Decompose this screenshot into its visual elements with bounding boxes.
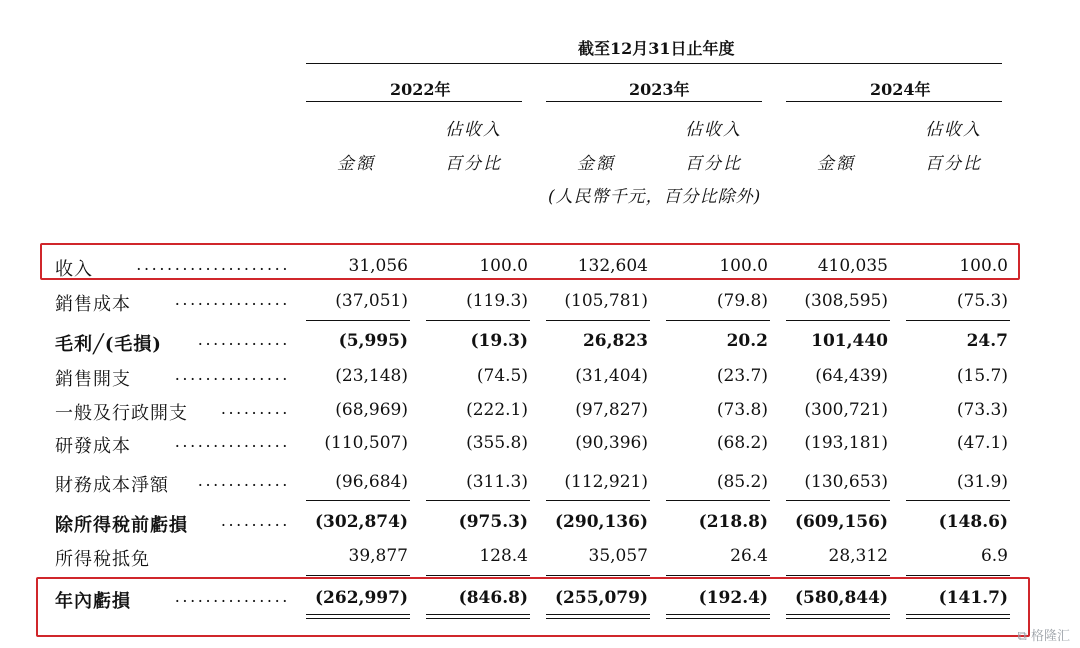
row-label: 毛利╱(毛損) <box>55 334 162 355</box>
row-cell: (112,921) <box>564 472 648 492</box>
row-cell: (110,507) <box>324 433 408 453</box>
row-cell: (37,051) <box>335 291 408 311</box>
row-cell: (74.5) <box>476 366 528 386</box>
row-cell: 20.2 <box>726 331 768 351</box>
year-rule-2022 <box>306 101 522 102</box>
year-2023: 2023年 <box>629 80 690 99</box>
row-cell: (290,136) <box>555 512 648 532</box>
row-cell: (31,404) <box>575 366 648 386</box>
row-cell: (975.3) <box>458 512 528 532</box>
row-leader-dots: ............... <box>174 290 290 309</box>
row-cell: (130,653) <box>804 472 888 492</box>
row-cell: (311.3) <box>466 472 528 492</box>
row-leader-dots: ............ <box>197 330 290 349</box>
highlight-revenue-row <box>40 243 1020 280</box>
row-cell: (192.4) <box>698 588 768 608</box>
row-cell: (64,439) <box>815 366 888 386</box>
row-cell: (5,995) <box>338 331 408 351</box>
row-leader-dots: ............... <box>174 365 290 384</box>
row-cell: (96,684) <box>335 472 408 492</box>
row-cell: (302,874) <box>315 512 408 532</box>
row-leader-dots: ............ <box>197 471 290 490</box>
subtotal-rule-c4 <box>666 320 770 321</box>
row-cell: 101,440 <box>811 331 888 351</box>
watermark-logo-icon: ⧉ <box>1017 629 1027 644</box>
total-top-rule-c3 <box>546 575 650 576</box>
subtotal-rule-c6 <box>906 320 1010 321</box>
col-pct-line2-2023: 百分比 <box>685 154 742 174</box>
row-cell: (90,396) <box>575 433 648 453</box>
subtotal-rule-c2 <box>426 320 530 321</box>
col-amount-2023: 金額 <box>577 154 615 174</box>
row-cell: (308,595) <box>804 291 888 311</box>
col-amount-2024: 金額 <box>817 154 855 174</box>
subtotal2-rule-c6 <box>906 500 1010 501</box>
row-cell: (255,079) <box>555 588 648 608</box>
row-cell: 28,312 <box>828 546 888 566</box>
row-cell: (68.2) <box>716 433 768 453</box>
row-cell: 132,604 <box>577 256 648 276</box>
col-pct-line2-2022: 百分比 <box>445 154 502 174</box>
header-rule-top <box>306 63 1002 64</box>
row-cell: 410,035 <box>817 256 888 276</box>
year-rule-2023 <box>546 101 762 102</box>
row-cell: (19.3) <box>470 331 528 351</box>
subtotal2-rule-c5 <box>786 500 890 501</box>
row-label: 收入 <box>55 259 93 280</box>
row-cell: 128.4 <box>479 546 528 566</box>
subtotal-rule-c1 <box>306 320 410 321</box>
total-top-rule-c6 <box>906 575 1010 576</box>
row-cell: (73.3) <box>956 400 1008 420</box>
row-label: 所得稅抵免 <box>55 549 150 570</box>
row-cell: (262,997) <box>315 588 408 608</box>
row-cell: 26,823 <box>582 331 648 351</box>
row-label: 研發成本 <box>55 436 131 457</box>
subtotal-rule-c5 <box>786 320 890 321</box>
row-cell: (580,844) <box>795 588 888 608</box>
row-cell: (31.9) <box>956 472 1008 492</box>
year-rule-2024 <box>786 101 1002 102</box>
row-leader-dots: ............... <box>174 432 290 451</box>
year-2022: 2022年 <box>390 80 451 99</box>
row-leader-dots: ......... <box>220 399 290 418</box>
row-cell: (105,781) <box>564 291 648 311</box>
row-cell: (68,969) <box>335 400 408 420</box>
row-cell: (79.8) <box>716 291 768 311</box>
row-label: 年內虧損 <box>55 591 131 612</box>
col-amount-2022: 金額 <box>337 154 375 174</box>
row-leader-dots: .................... <box>136 255 290 274</box>
row-cell: (141.7) <box>938 588 1008 608</box>
col-pct-line1-2023: 佔收入 <box>685 120 742 140</box>
row-cell: (15.7) <box>956 366 1008 386</box>
total-top-rule-c2 <box>426 575 530 576</box>
row-label: 銷售開支 <box>55 369 131 390</box>
row-cell: 31,056 <box>348 256 408 276</box>
subtotal2-rule-c4 <box>666 500 770 501</box>
col-pct-line1-2024: 佔收入 <box>925 120 982 140</box>
subtotal2-rule-c3 <box>546 500 650 501</box>
subtotal-rule-c3 <box>546 320 650 321</box>
row-cell: 100.0 <box>719 256 768 276</box>
col-pct-line2-2024: 百分比 <box>925 154 982 174</box>
row-label: 財務成本淨額 <box>55 475 169 496</box>
subtotal2-rule-c2 <box>426 500 530 501</box>
row-cell: (75.3) <box>956 291 1008 311</box>
total-top-rule-c4 <box>666 575 770 576</box>
row-cell: (609,156) <box>795 512 888 532</box>
highlight-net-loss-row <box>36 577 1030 637</box>
row-cell: 26.4 <box>730 546 768 566</box>
row-leader-dots: ......... <box>220 511 290 530</box>
row-cell: 100.0 <box>479 256 528 276</box>
row-cell: (148.6) <box>938 512 1008 532</box>
row-cell: 100.0 <box>959 256 1008 276</box>
row-cell: (355.8) <box>466 433 528 453</box>
total-top-rule-c1 <box>306 575 410 576</box>
row-leader-dots: ............... <box>174 587 290 606</box>
row-cell: (85.2) <box>716 472 768 492</box>
row-cell: (846.8) <box>458 588 528 608</box>
subtotal2-rule-c1 <box>306 500 410 501</box>
row-cell: 35,057 <box>588 546 648 566</box>
row-cell: (300,721) <box>804 400 888 420</box>
row-cell: 6.9 <box>980 546 1008 566</box>
row-cell: 39,877 <box>348 546 408 566</box>
row-cell: (218.8) <box>698 512 768 532</box>
row-cell: (119.3) <box>466 291 528 311</box>
unit-note: (人民幣千元，百分比除外) <box>548 187 762 207</box>
period-title: 截至12月31日止年度 <box>578 39 735 58</box>
row-cell: (23,148) <box>335 366 408 386</box>
row-cell: 24.7 <box>966 331 1008 351</box>
watermark: ⧉ 格隆汇 <box>1017 629 1070 644</box>
row-label: 除所得稅前虧損 <box>55 515 188 536</box>
row-cell: (47.1) <box>956 433 1008 453</box>
row-cell: (193,181) <box>804 433 888 453</box>
col-pct-line1-2022: 佔收入 <box>445 120 502 140</box>
row-cell: (222.1) <box>466 400 528 420</box>
row-cell: (73.8) <box>716 400 768 420</box>
row-label: 一般及行政開支 <box>55 403 188 424</box>
row-cell: (97,827) <box>575 400 648 420</box>
year-2024: 2024年 <box>870 80 931 99</box>
row-label: 銷售成本 <box>55 294 131 315</box>
total-top-rule-c5 <box>786 575 890 576</box>
row-cell: (23.7) <box>716 366 768 386</box>
